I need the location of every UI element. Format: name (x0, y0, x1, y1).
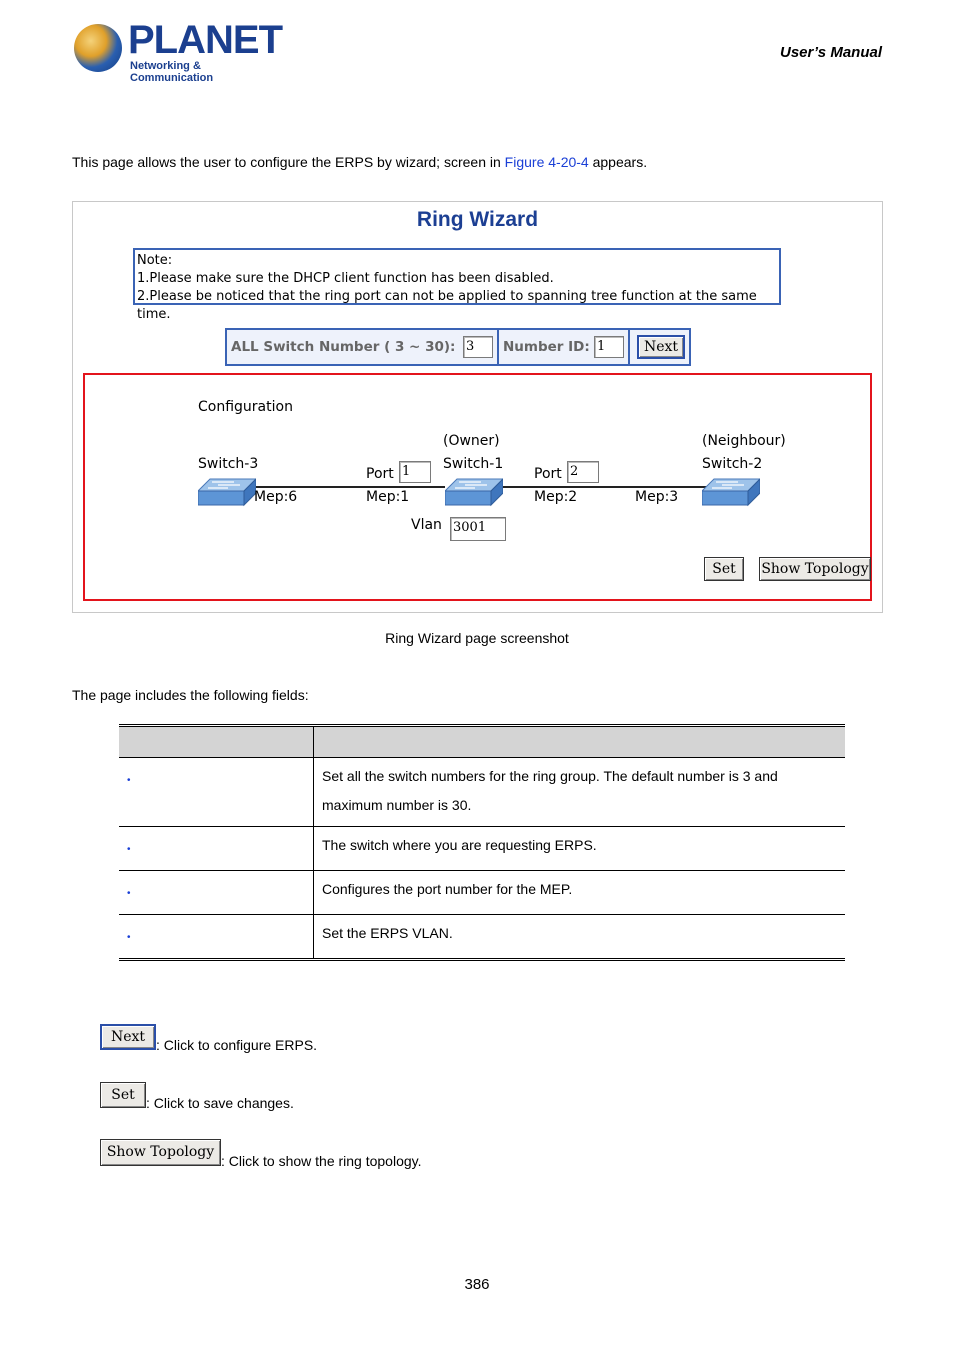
show-topology-button-sample[interactable]: Show Topology (100, 1139, 221, 1166)
set-button-sample[interactable]: Set (100, 1082, 146, 1108)
intro-text-after: appears. (588, 154, 648, 170)
description-cell: Set the ERPS VLAN. (314, 915, 846, 960)
port-label: Port (366, 466, 394, 482)
port-1-input[interactable]: 1 (399, 461, 431, 483)
bullet-icon: • (127, 932, 131, 943)
number-id-label: Number ID: (503, 339, 590, 355)
object-cell (119, 915, 314, 960)
table-row (119, 758, 845, 827)
switch-icon (445, 477, 503, 507)
description-header (314, 726, 846, 758)
configuration-label: Configuration (198, 399, 293, 415)
description-cell: Set all the switch numbers for the ring group. The default number is 3 and maximum number is 30. (314, 758, 846, 827)
ring-wizard-screenshot (72, 201, 883, 613)
vlan-label: Vlan (411, 517, 442, 533)
note-line: 2.Please be noticed that the ring port can not be applied to spanning tree function at the same time. (137, 289, 757, 322)
note-line: Note: (137, 253, 173, 268)
all-switch-cell (227, 330, 499, 364)
figure-link[interactable]: Figure 4-20-4 (504, 154, 589, 170)
manual-title: User’s Manual (780, 44, 882, 61)
note-line: 1.Please make sure the DHCP client function has been disabled. (137, 271, 554, 286)
set-description-text: : Click to save changes. (146, 1095, 294, 1111)
mep-2-label: Mep:2 (534, 489, 578, 505)
set-button[interactable]: Set (704, 557, 744, 581)
port-2-input[interactable]: 2 (567, 461, 599, 483)
logo-tagline: Networking & Communication (130, 60, 214, 84)
table-row (119, 915, 845, 960)
switch-1-label: Switch-1 (443, 456, 504, 472)
description-cell: Configures the port number for the MEP. (314, 871, 846, 915)
wizard-title: Ring Wizard (416, 208, 539, 231)
bullet-icon: • (127, 844, 131, 855)
note-box (133, 248, 781, 322)
page-number: 386 (464, 1276, 490, 1293)
figure-caption: Ring Wizard page screenshot (385, 630, 569, 646)
fields-intro: The page includes the following fields: (72, 687, 309, 703)
all-switch-input[interactable]: 3 (463, 336, 493, 358)
switch-icon (702, 477, 760, 507)
fields-table (119, 724, 845, 961)
next-button-sample[interactable]: Next (100, 1024, 156, 1050)
switch-2-label: Switch-2 (702, 456, 763, 472)
configuration-panel (83, 373, 872, 601)
switch-3-label: Switch-3 (198, 456, 259, 472)
table-header-row (119, 726, 845, 758)
planet-logo (74, 18, 282, 84)
next-button[interactable]: Next (637, 335, 685, 359)
object-cell (119, 871, 314, 915)
topology-description-text: : Click to show the ring topology. (221, 1153, 422, 1169)
switch-icon (198, 477, 256, 507)
description-cell: The switch where you are requesting ERPS. (314, 827, 846, 871)
vlan-input[interactable]: 3001 (450, 517, 506, 541)
intro-paragraph (72, 154, 647, 170)
bullet-icon: • (127, 888, 131, 899)
mep-6-label: Mep:6 (254, 489, 298, 505)
globe-icon (74, 24, 122, 72)
object-header (119, 726, 314, 758)
neighbour-label: (Neighbour) (702, 433, 786, 449)
table-row (119, 871, 845, 915)
all-switch-label: ALL Switch Number ( 3 ~ 30): (231, 339, 456, 355)
object-cell (119, 758, 314, 827)
number-id-cell (499, 330, 630, 364)
owner-label: (Owner) (443, 433, 500, 449)
link-line-left (245, 486, 445, 488)
table-row (119, 827, 845, 871)
show-topology-button[interactable]: Show Topology (759, 557, 871, 581)
mep-3-label: Mep:3 (635, 489, 679, 505)
link-line-right (495, 486, 710, 488)
intro-text-before: This page allows the user to configure the ERPS by wizard; screen in (72, 154, 505, 170)
switch-number-bar (225, 328, 691, 366)
next-description-text: : Click to configure ERPS. (156, 1037, 318, 1053)
mep-1-label: Mep:1 (366, 489, 410, 505)
number-id-input[interactable]: 1 (594, 336, 624, 358)
bullet-icon: • (127, 775, 131, 786)
object-cell (119, 827, 314, 871)
port-label: Port (534, 466, 562, 482)
logo-wordmark: PLANET (128, 18, 282, 62)
